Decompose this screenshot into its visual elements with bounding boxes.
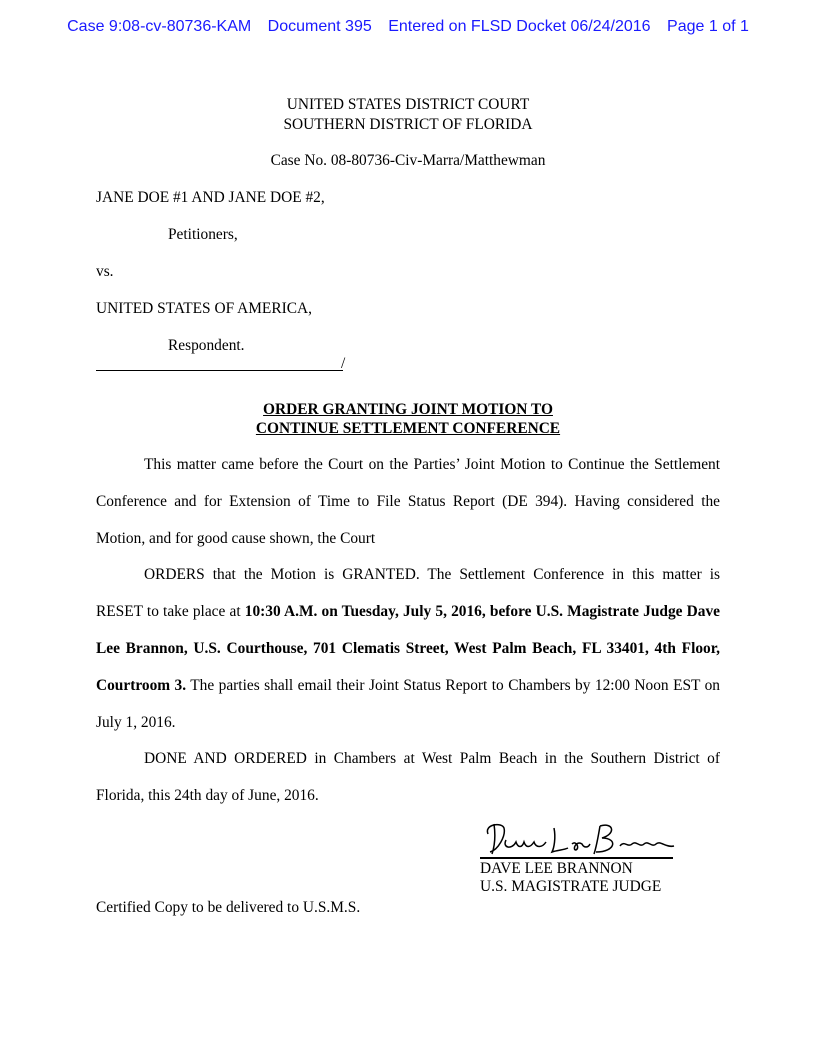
petitioners-names: JANE DOE #1 AND JANE DOE #2, — [96, 189, 325, 206]
case-number: Case No. 08-80736-Civ-Marra/Matthewman — [270, 152, 546, 169]
certified-copy-note: Certified Copy to be delivered to U.S.M.S. — [96, 899, 361, 916]
stamp-entered: Entered on FLSD Docket 06/24/2016 — [388, 18, 651, 35]
respondent-role: Respondent. — [168, 337, 245, 354]
body-paragraph-3 — [96, 740, 720, 814]
paragraph-3-text: DONE AND ORDERED in Chambers at West Palm Beach in the Southern District of Florida, this 24th day of June, 2016. — [96, 750, 720, 804]
respondent-name: UNITED STATES OF AMERICA, — [96, 300, 312, 317]
paragraph-2-text — [96, 556, 720, 741]
versus: vs. — [96, 263, 114, 280]
court-name-line1: UNITED STATES DISTRICT COURT — [286, 96, 530, 113]
stamp-document: Document 395 — [267, 18, 372, 35]
paragraph-2-bold: 10:30 A.M. on Tuesday, July 5, 2016, before U.S. Magistrate Judge Dave Lee Brannon, U.S. Courthouse, 701 Clematis Street, West Palm Beach, FL 33401, 4th Floor, Courtroom 3. — [96, 603, 720, 694]
order-title-line2: CONTINUE SETTLEMENT CONFERENCE — [255, 420, 561, 437]
docket-stamp — [0, 18, 816, 36]
signature-icon — [480, 818, 680, 860]
stamp-page: Page 1 of 1 — [667, 18, 749, 35]
paragraph-1-text: This matter came before the Court on the Parties’ Joint Motion to Continue the Settlement Conference and for Extension of Time to File Status Report (DE 394). Having considered the Motion, and for good cause shown, the Court — [96, 456, 720, 547]
stamp-case: Case 9:08-cv-80736-KAM — [67, 18, 252, 35]
order-title-line1: ORDER GRANTING JOINT MOTION TO — [263, 401, 553, 418]
paragraph-2-intro: ORDERS that the Motion is GRANTED. The Settlement Conference in this matter is RESET to take place at — [96, 566, 720, 620]
judge-title: U.S. MAGISTRATE JUDGE — [480, 878, 662, 895]
caption-rule — [96, 370, 343, 371]
signature-line — [480, 857, 673, 859]
paragraph-2-tail: The parties shall email their Joint Status Report to Chambers by 12:00 Noon EST on July 1, 2016. — [96, 677, 720, 731]
judge-name: DAVE LEE BRANNON — [480, 860, 633, 877]
court-name-line2: SOUTHERN DISTRICT OF FLORIDA — [283, 116, 533, 133]
body-paragraph-2 — [96, 556, 720, 741]
caption-slash: / — [341, 355, 346, 372]
petitioners-role: Petitioners, — [168, 226, 238, 243]
body-paragraph-1 — [96, 446, 720, 557]
